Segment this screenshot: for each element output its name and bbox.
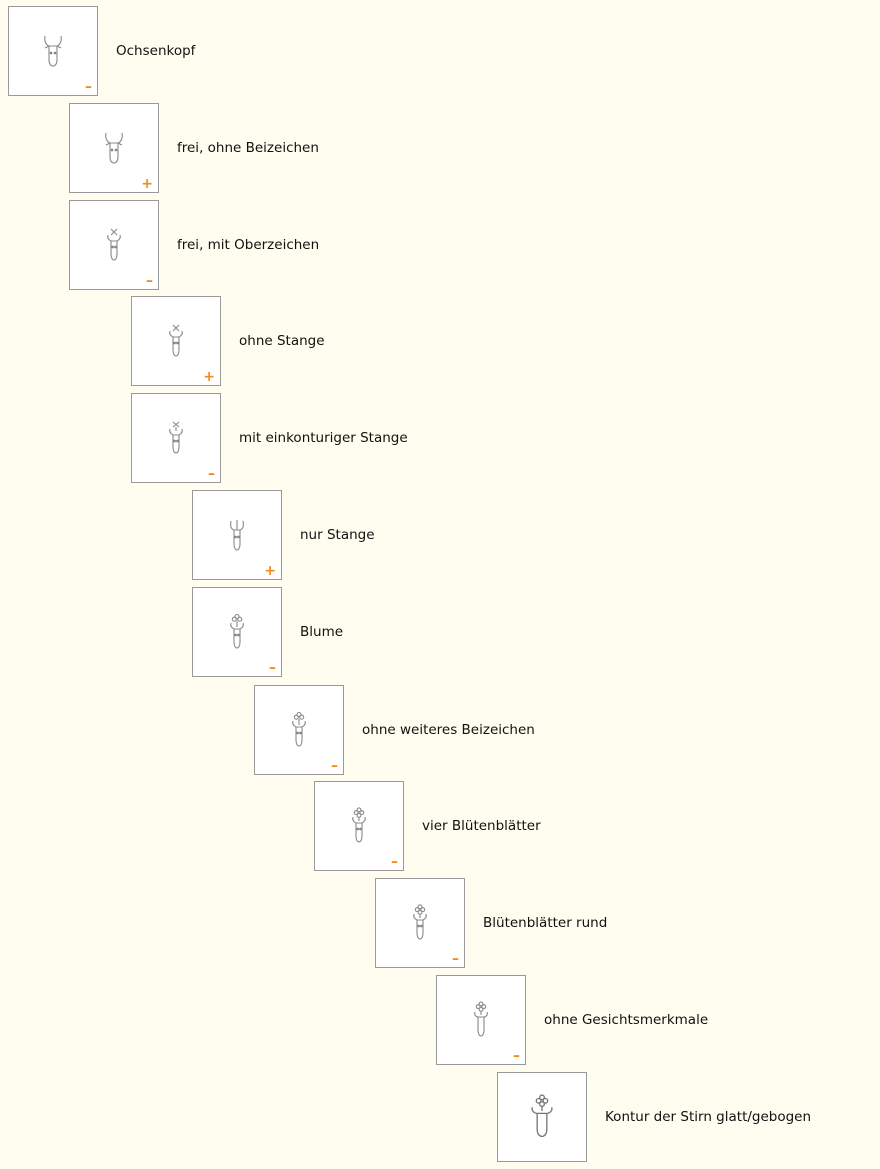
tree-node-label[interactable]: mit einkonturiger Stange [239,430,408,446]
ox-head-flower-icon [407,904,433,942]
collapse-toggle[interactable]: – [452,951,459,967]
tree-node-frei-ohne-beizeichen[interactable] [69,103,319,193]
thumbnail[interactable] [254,685,344,775]
ox-head-cross-pole-icon [163,420,189,456]
ox-head-flower-icon [526,1094,558,1140]
tree-node-label[interactable]: Kontur der Stirn glatt/gebogen [605,1109,812,1125]
expand-toggle[interactable]: + [264,563,276,579]
tree-node-label[interactable]: frei, ohne Beizeichen [177,140,319,156]
collapse-toggle[interactable]: – [146,273,153,289]
expand-toggle[interactable]: + [141,176,153,192]
ox-head-pole-icon [224,517,250,553]
thumbnail[interactable] [69,103,159,193]
tree-node-kontur-der-stirn[interactable] [497,1072,811,1162]
thumbnail[interactable] [69,200,159,290]
tree-node-ohne-weiteres-beizeichen[interactable] [254,685,535,775]
collapse-toggle[interactable]: – [269,660,276,676]
tree-node-frei-mit-oberzeichen[interactable] [69,200,319,290]
ox-head-flower-icon [346,807,372,845]
tree-node-blume[interactable] [192,587,343,677]
tree-node-ohne-gesichtsmerkmale[interactable] [436,975,708,1065]
tree-node-label[interactable]: ohne Stange [239,333,325,349]
thumbnail[interactable] [436,975,526,1065]
tree-node-label[interactable]: ohne Gesichtsmerkmale [544,1012,709,1028]
thumbnail[interactable] [131,296,221,386]
tree-node-vier-bluetenblaetter[interactable] [314,781,541,871]
tree-node-label[interactable]: Blütenblätter rund [483,915,608,931]
thumbnail[interactable] [497,1072,587,1162]
tree-node-nur-stange[interactable] [192,490,375,580]
tree-node-label[interactable]: ohne weiteres Beizeichen [362,722,535,738]
collapse-toggle[interactable]: – [208,466,215,482]
ox-head-icon [40,33,66,69]
tree-node-label[interactable]: vier Blütenblätter [422,818,541,834]
ox-head-flower-icon [468,1001,494,1039]
tree-node-bluetenblaetter-rund[interactable] [375,878,607,968]
collapse-toggle[interactable]: – [513,1048,520,1064]
thumbnail[interactable] [192,490,282,580]
ox-head-cross-icon [101,227,127,263]
thumbnail[interactable] [375,878,465,968]
ox-head-flower-icon [286,711,312,749]
tree-node-label[interactable]: Blume [300,624,344,640]
collapse-toggle[interactable]: – [391,854,398,870]
collapse-toggle[interactable]: – [85,79,92,95]
tree-node-label[interactable]: Ochsenkopf [116,43,196,59]
tree-node-label[interactable]: frei, mit Oberzeichen [177,237,320,253]
tree-node-ohne-stange[interactable] [131,296,325,386]
collapse-toggle[interactable]: – [331,758,338,774]
tree-node-ochsenkopf[interactable] [8,6,195,96]
ox-head-icon [101,130,127,166]
tree-node-label[interactable]: nur Stange [300,527,375,543]
ox-head-cross-icon [163,323,189,359]
thumbnail[interactable] [192,587,282,677]
expand-toggle[interactable]: + [203,369,215,385]
tree-node-mit-einkonturiger-stange[interactable] [131,393,408,483]
thumbnail[interactable] [8,6,98,96]
ox-head-flower-icon [224,613,250,651]
thumbnail[interactable] [131,393,221,483]
thumbnail[interactable] [314,781,404,871]
